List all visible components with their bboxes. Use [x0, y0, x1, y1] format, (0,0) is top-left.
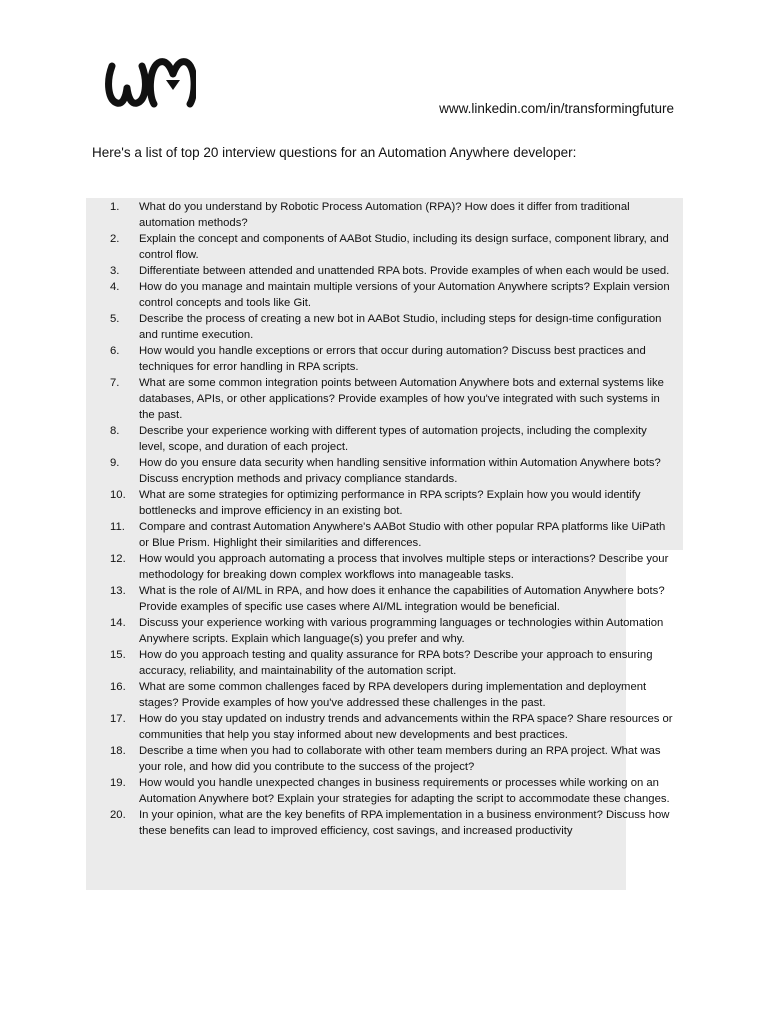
linkedin-url[interactable]: www.linkedin.com/in/transformingfuture — [439, 101, 674, 116]
question-text: What do you understand by Robotic Process Automation (RPA)? How does it differ from traditional automation methods? — [139, 201, 630, 229]
question-number: 20. — [110, 809, 126, 821]
question-text: Describe your experience working with different types of automation projects, including the complexity level, scope, and duration of each project. — [139, 425, 647, 453]
question-item — [110, 343, 675, 375]
question-text: How would you handle exceptions or errors that occur during automation? Discuss best practices and techniques for error handling in RPA scripts. — [139, 345, 646, 373]
question-item — [110, 775, 675, 807]
question-text: What are some common challenges faced by RPA developers during implementation and deployment stages? Provide examples of how you've addressed these challenges in the past. — [139, 681, 647, 709]
question-item — [110, 455, 675, 487]
question-text: How would you approach automating a process that involves multiple steps or interactions? Describe your methodology for breaking down complex workflows into manageable tasks. — [139, 553, 669, 581]
question-item — [110, 551, 675, 583]
question-item — [110, 679, 675, 711]
question-item — [110, 487, 675, 519]
question-item — [110, 263, 675, 279]
question-text: What are some strategies for optimizing performance in RPA scripts? Explain how you would identify bottlenecks and improve efficiency in an existing bot. — [139, 489, 641, 517]
question-number: 5. — [110, 313, 120, 325]
question-item — [110, 199, 675, 231]
question-text: Describe a time when you had to collaborate with other team members during an RPA project. What was your role, and how did you contribute to the success of the project? — [139, 745, 661, 773]
question-item — [110, 711, 675, 743]
question-text: What are some common integration points between Automation Anywhere bots and external systems like databases, APIs, or other applications? Provide examples of how you've integrated with such systems in the past. — [139, 377, 664, 421]
question-number: 3. — [110, 265, 120, 277]
question-text: How would you handle unexpected changes in business requirements or processes while working on an Automation Anywhere bot? Explain your strategies for adapting the script to accommodate these changes. — [139, 777, 670, 805]
question-text: What is the role of AI/ML in RPA, and how does it enhance the capabilities of Automation Anywhere bots? Provide examples of specific use cases where AI/ML integration would be beneficial. — [139, 585, 665, 613]
question-number: 1. — [110, 201, 120, 213]
question-number: 2. — [110, 233, 120, 245]
question-text: How do you stay updated on industry trends and advancements within the RPA space? Share resources or communities that help you stay informed about new developments and best practices. — [139, 713, 673, 741]
question-number: 7. — [110, 377, 120, 389]
question-item — [110, 279, 675, 311]
question-text: How do you manage and maintain multiple versions of your Automation Anywhere scripts? Explain version control concepts and tools like Git. — [139, 281, 670, 309]
question-number: 11. — [110, 521, 125, 533]
question-number: 12. — [110, 553, 126, 565]
question-item — [110, 807, 675, 839]
brand-logo — [104, 54, 196, 110]
intro-text: Here's a list of top 20 interview questions for an Automation Anywhere developer: — [92, 145, 577, 160]
question-text: Describe the process of creating a new bot in AABot Studio, including steps for design-time configuration and runtime execution. — [139, 313, 662, 341]
question-number: 19. — [110, 777, 126, 789]
question-number: 15. — [110, 649, 126, 661]
question-number: 14. — [110, 617, 126, 629]
question-item — [110, 423, 675, 455]
question-number: 9. — [110, 457, 120, 469]
question-text: How do you approach testing and quality assurance for RPA bots? Describe your approach to ensuring accuracy, reliability, and maintainability of the automation script. — [139, 649, 653, 677]
question-text: Differentiate between attended and unattended RPA bots. Provide examples of when each would be used. — [139, 265, 670, 277]
question-item — [110, 583, 675, 615]
question-item — [110, 231, 675, 263]
question-number: 16. — [110, 681, 126, 693]
question-text: Explain the concept and components of AABot Studio, including its design surface, component library, and control flow. — [139, 233, 669, 261]
question-number: 17. — [110, 713, 126, 725]
question-item — [110, 743, 675, 775]
question-number: 10. — [110, 489, 126, 501]
question-number: 13. — [110, 585, 126, 597]
question-text: How do you ensure data security when handling sensitive information within Automation Anywhere bots? Discuss encryption methods and privacy compliance standards. — [139, 457, 661, 485]
question-number: 4. — [110, 281, 120, 293]
question-number: 18. — [110, 745, 126, 757]
question-list — [110, 199, 675, 839]
question-item — [110, 615, 675, 647]
question-number: 6. — [110, 345, 120, 357]
question-item — [110, 375, 675, 423]
question-item — [110, 519, 675, 551]
question-text: In your opinion, what are the key benefits of RPA implementation in a business environment? Discuss how these benefits can lead to improved efficiency, cost savings, and increased productivity — [139, 809, 670, 837]
question-item — [110, 311, 675, 343]
question-text: Compare and contrast Automation Anywhere's AABot Studio with other popular RPA platforms like UiPath or Blue Prism. Highlight their similarities and differences. — [139, 521, 666, 549]
question-number: 8. — [110, 425, 120, 437]
question-item — [110, 647, 675, 679]
question-text: Discuss your experience working with various programming languages or technologies within Automation Anywhere scripts. Explain which language(s) you prefer and why. — [139, 617, 664, 645]
